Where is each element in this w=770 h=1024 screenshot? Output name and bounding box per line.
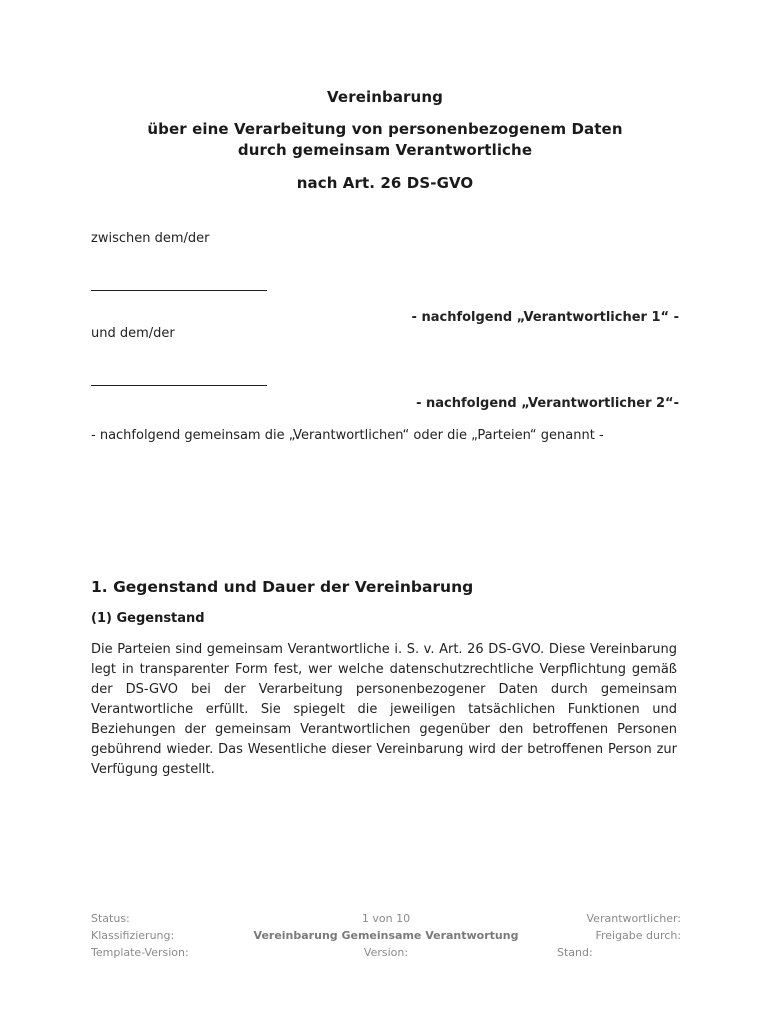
party2-designation: - nachfolgend „Verantwortlicher 2“- [416,396,679,411]
parties-together-note: - nachfolgend gemeinsam die „Verantwortlichen“ oder die „Parteien“ genannt - [91,428,604,443]
footer-row-2 [91,929,681,946]
between-label: zwischen dem/der [91,231,210,246]
document-subtitle-line-1: über eine Verarbeitung von personenbezogenem Daten [147,120,623,138]
party2-blank-line [91,385,267,386]
footer-row-1 [91,912,681,929]
document-title: Vereinbarung [327,88,443,106]
section-heading: 1. Gegenstand und Dauer der Vereinbarung [91,578,474,596]
footer-verantwortlicher: Verantwortlicher: [586,912,681,925]
party1-designation: - nachfolgend „Verantwortlicher 1“ - [411,310,679,325]
footer-row-3 [91,946,681,963]
and-label: und dem/der [91,326,175,341]
footer-status: Status: [91,912,130,925]
document-subtitle-line-2: durch gemeinsam Verantwortliche [237,141,533,159]
party1-blank-line [91,290,267,291]
document-legal-basis: nach Art. 26 DS-GVO [296,174,474,192]
footer-klassifizierung: Klassifizierung: [91,929,175,942]
footer-version: Version: [363,946,409,959]
footer-document-title: Vereinbarung Gemeinsame Verantwortung [253,929,519,942]
section-paragraph: Die Parteien sind gemeinsam Verantwortliche i. S. v. Art. 26 DS-GVO. Diese Vereinbarung legt in transparenter Form fest, wer welche datenschutzrechtliche Verpflichtung gemäß der DS-GVO bei der Verarbeitung personenbezogener Daten durch gemeinsam Verantwortliche erfüllt. Sie spiegelt die jeweiligen tatsächlichen Funktionen und Beziehungen der gemeinsam Verantwortlichen gegenüber den betroffenen Personen gebührend wieder. Das Wesentliche dieser Vereinbarung wird der betroffenen Person zur Verfügung gestellt. [91,642,677,777]
page-footer [91,912,681,963]
footer-stand: Stand: [557,946,593,959]
footer-page-number: 1 von 10 [361,912,411,925]
footer-template-version: Template-Version: [91,946,189,959]
section-subheading: (1) Gegenstand [91,611,205,626]
footer-freigabe: Freigabe durch: [595,929,681,942]
